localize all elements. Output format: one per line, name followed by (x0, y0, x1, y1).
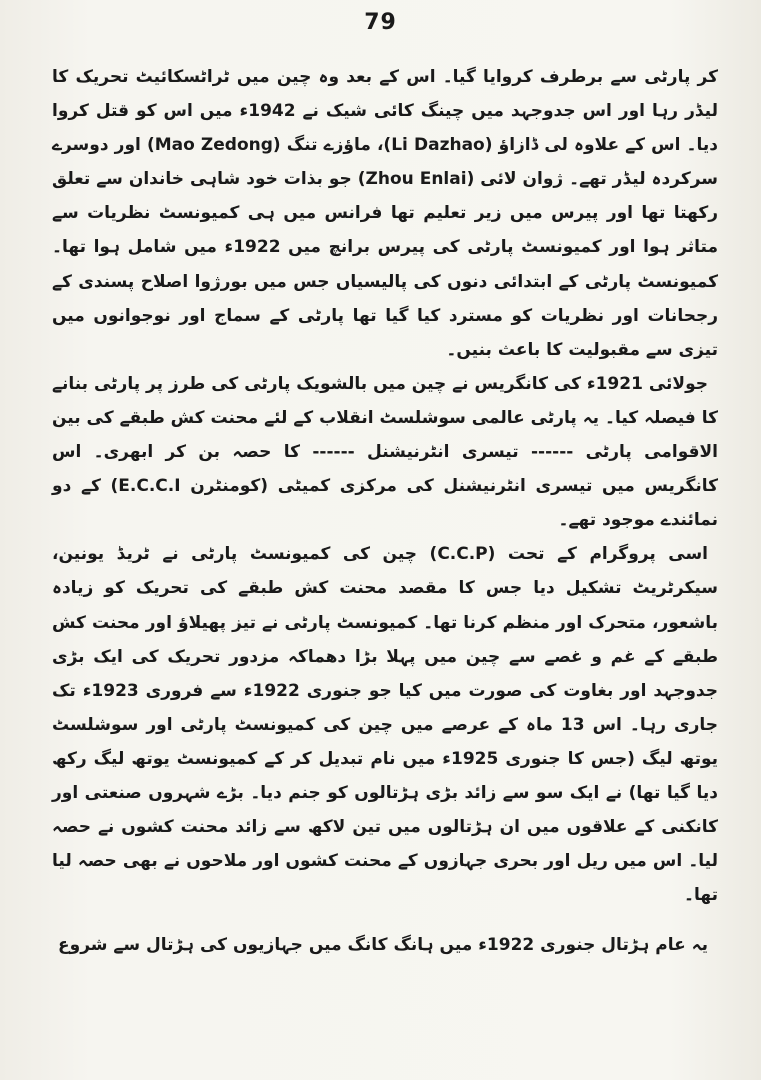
paragraph-4: یہ عام ہڑتال جنوری 1922ء میں ہانگ کانگ میں جہازیوں کی ہڑتال سے شروع (58, 935, 708, 956)
page-number: 79 (364, 10, 397, 35)
paragraph-3: اسی پروگرام کے تحت (C.C.P) چین کی کمیونسٹ پارٹی نے ٹریڈ یونین، سیکرٹریٹ تشکیل دیا جس کا مقصد محنت کش طبقے کی تحریک کو زیادہ باشعور، متحرک اور منظم کرنا تھا۔ کمیونسٹ پارٹی نے تیز پھیلاؤ اور محنت کش طبقے کے غم و غصے سے چین میں پہلا بڑا دھماکہ مزدور تحریک کی ایک بڑی جدوجہد اور بغاوت کی صورت میں کیا جو جنوری 1922ء سے فروری 1923ء تک جاری رہا۔ اس 13 ماہ کے عرصے میں چین کی کمیونسٹ پارٹی اور سوشلسٹ یوتھ لیگ (جس کا جنوری 1925ء میں نام تبدیل کر کے کمیونسٹ یوتھ لیگ رکھ دیا گیا تھا) نے ایک سو سے زائد بڑی ہڑتالوں کو جنم دیا۔ بڑے شہروں صنعتی اور کانکنی کے علاقوں میں ان ہڑتالوں میں تین لاکھ سے زائد محنت کشوں نے حصہ لیا۔ اس میں ریل اور بحری جہازوں کے محنت کشوں اور ملاحوں نے بھی حصہ لیا تھا۔ (52, 544, 719, 906)
page-body-text (52, 60, 718, 962)
paragraph-1: کر پارٹی سے برطرف کروایا گیا۔ اس کے بعد وہ چین میں ٹراٹسکائیٹ تحریک کا لیڈر رہا اور اس جدوجہد میں چینگ کائی شیک نے 1942ء میں اس کو قتل کروا دیا۔ اس کے علاوہ لی ڈازاؤ (Li Dazhao)، ماؤزے تنگ (Mao Zedong) اور دوسرے سرکردہ لیڈر تھے۔ ژوان لائی (Zhou Enlai) جو بذات خود شاہی خاندان سے تعلق رکھتا تھا اور پیرس میں زیر تعلیم تھا فرانس میں ہی کمیونسٹ نظریات سے متاثر ہوا اور کمیونسٹ پارٹی کی پیرس برانچ میں 1922ء میں شامل ہوا تھا۔ کمیونسٹ پارٹی کے ابتدائی دنوں کی پالیسیاں جس میں بورژوا اصلاح پسندی کے رجحانات اور نظریات کو مسترد کیا گیا تھا پارٹی کے سماج اور نوجوانوں میں تیزی سے مقبولیت کا باعث بنیں۔ (52, 67, 718, 360)
paragraph-2: جولائی 1921ء کی کانگریس نے چین میں بالشویک پارٹی کی طرز پر پارٹی بنانے کا فیصلہ کیا۔ یہ پارٹی عالمی سوشلسٹ انقلاب کے لئے محنت کش طبقے کی بین الاقوامی پارٹی ------ تیسری انٹرنیشنل ------ کا حصہ بن کر ابھری۔ اس کانگریس میں تیسری انٹرنیشنل کی مرکزی کمیٹی (کومنٹرن E.C.C.I) کے دو نمائندے موجود تھے۔ (52, 373, 718, 531)
